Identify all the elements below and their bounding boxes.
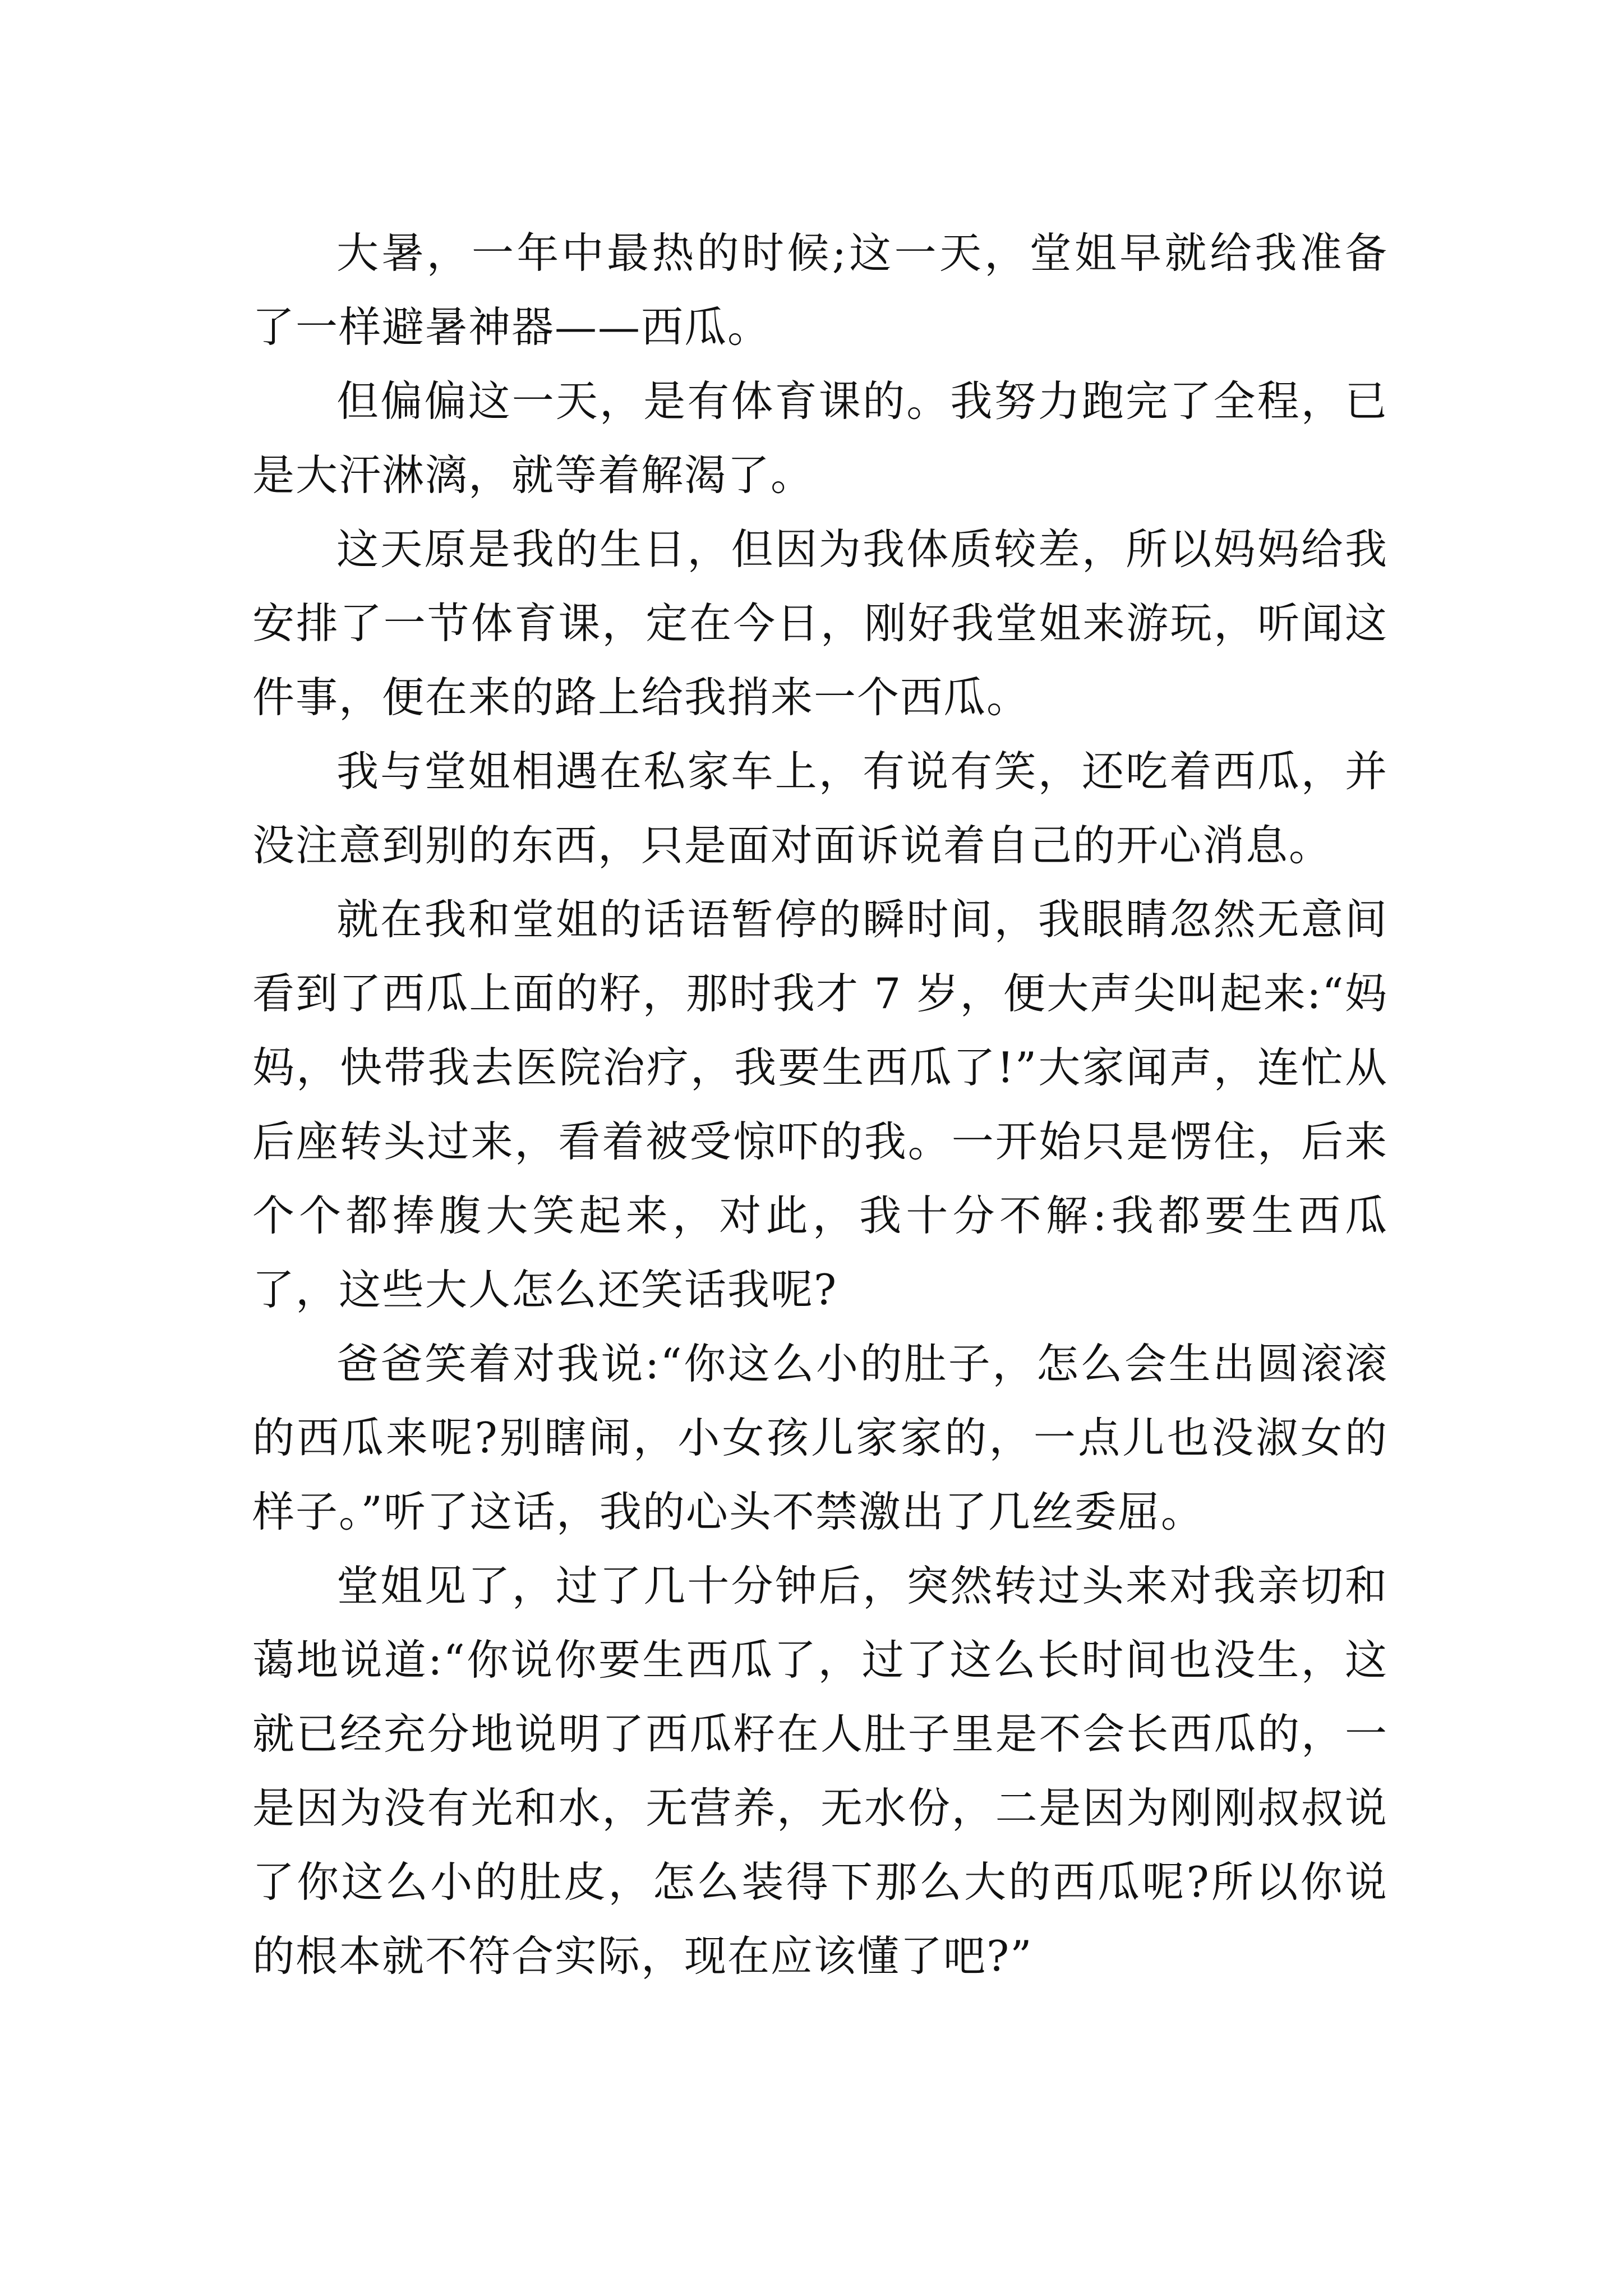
paragraph-5: 就在我和堂姐的话语暂停的瞬时间，我眼睛忽然无意间看到了西瓜上面的籽，那时我才 7 岁，便大声尖叫起来:“妈妈，快带我去医院治疗，我要生西瓜了!”大家闻声，连忙从后座转头过来，看着被受惊吓的我。一开始只是愣住，后来个个都捧腹大笑起来，对此，我十分不解:我都要生西瓜了，这些大人怎么还笑话我呢? [252, 895, 1388, 1314]
paragraph-3: 这天原是我的生日，但因为我体质较差，所以妈妈给我安排了一节体育课，定在今日，刚好我堂姐来游玩，听闻这件事，便在来的路上给我捎来一个西瓜。 [252, 524, 1388, 722]
paragraph-4: 我与堂姐相遇在私家车上，有说有笑，还吃着西瓜，并没注意到别的东西，只是面对面诉说着自己的开心消息。 [252, 747, 1388, 870]
paragraph-2: 但偏偏这一天，是有体育课的。我努力跑完了全程，已是大汗淋漓，就等着解渴了。 [252, 376, 1388, 500]
paragraph-7: 堂姐见了，过了几十分钟后，突然转过头来对我亲切和蔼地说道:“你说你要生西瓜了，过了这么长时间也没生，这就已经充分地说明了西瓜籽在人肚子里是不会长西瓜的，一是因为没有光和水，无营养，无水份，二是因为刚刚叔叔说了你这么小的肚皮，怎么装得下那么大的西瓜呢?所以你说的根本就不符合实际，现在应该懂了吧?” [252, 1561, 1388, 1981]
paragraph-6: 爸爸笑着对我说:“你这么小的肚子，怎么会生出圆滚滚的西瓜来呢?别瞎闹，小女孩儿家家的，一点儿也没淑女的样子。”听了这话，我的心头不禁激出了几丝委屈。 [252, 1339, 1388, 1536]
paragraph-1: 大暑，一年中最热的时候;这一天，堂姐早就给我准备了一样避暑神器——西瓜。 [252, 228, 1388, 352]
article-body [252, 216, 1388, 1993]
